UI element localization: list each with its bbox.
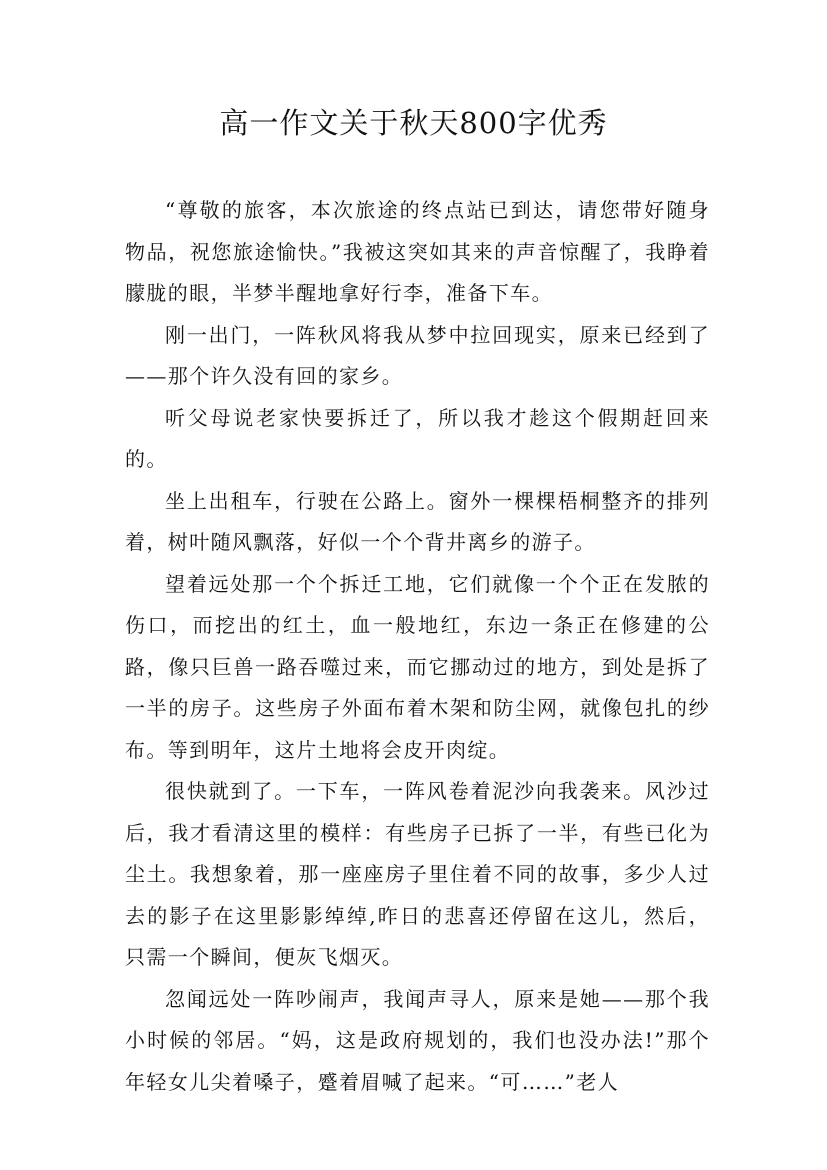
paragraph-6: 很快就到了。一下车，一阵风卷着泥沙向我袭来。风沙过后，我才看清这里的模样：有些房子已拆了一半，有些已化为尘土。我想象着，那一座座房子里住着不同的故事，多少人过去的影子在这里影影绰绰,昨日的悲喜还停留在这儿，然后，只需一个瞬间，便灰飞烟灭。: [125, 779, 710, 969]
paragraph-1: “尊敬的旅客，本次旅途的终点站已到达，请您带好随身物品，祝您旅途愉快。”我被这突如其来的声音惊醒了，我睁着朦胧的眼，半梦半醒地拿好行李，准备下车。: [125, 198, 710, 305]
document-title: 高一作文关于秋天800字优秀: [219, 106, 608, 140]
document-body: [125, 190, 710, 1103]
paragraph-5: 望着远处那一个个拆迁工地，它们就像一个个正在发脓的伤口，而挖出的红土，血一般地红，东边一条正在修建的公路，像只巨兽一路吞噬过来，而它挪动过的地方，到处是拆了一半的房子。这些房子外面布着木架和防尘网，就像包扎的纱布。等到明年，这片土地将会皮开肉绽。: [125, 571, 710, 762]
paragraph-7: 忽闻远处一阵吵闹声，我闻声寻人，原来是她——那个我小时候的邻居。“妈，这是政府规划的，我们也没办法!”那个年轻女儿尖着嗓子，蹙着眉喊了起来。“可……”老人: [125, 986, 710, 1094]
paragraph-2: 刚一出门，一阵秋风将我从梦中拉回现实，原来已经到了——那个许久没有回的家乡。: [125, 322, 710, 388]
paragraph-4: 坐上出租车，行驶在公路上。窗外一棵棵梧桐整齐的排列着，树叶随风飘落，好似一个个背井离乡的游子。: [125, 488, 710, 554]
paragraph-3: 听父母说老家快要拆迁了，所以我才趁这个假期赶回来的。: [125, 405, 710, 471]
